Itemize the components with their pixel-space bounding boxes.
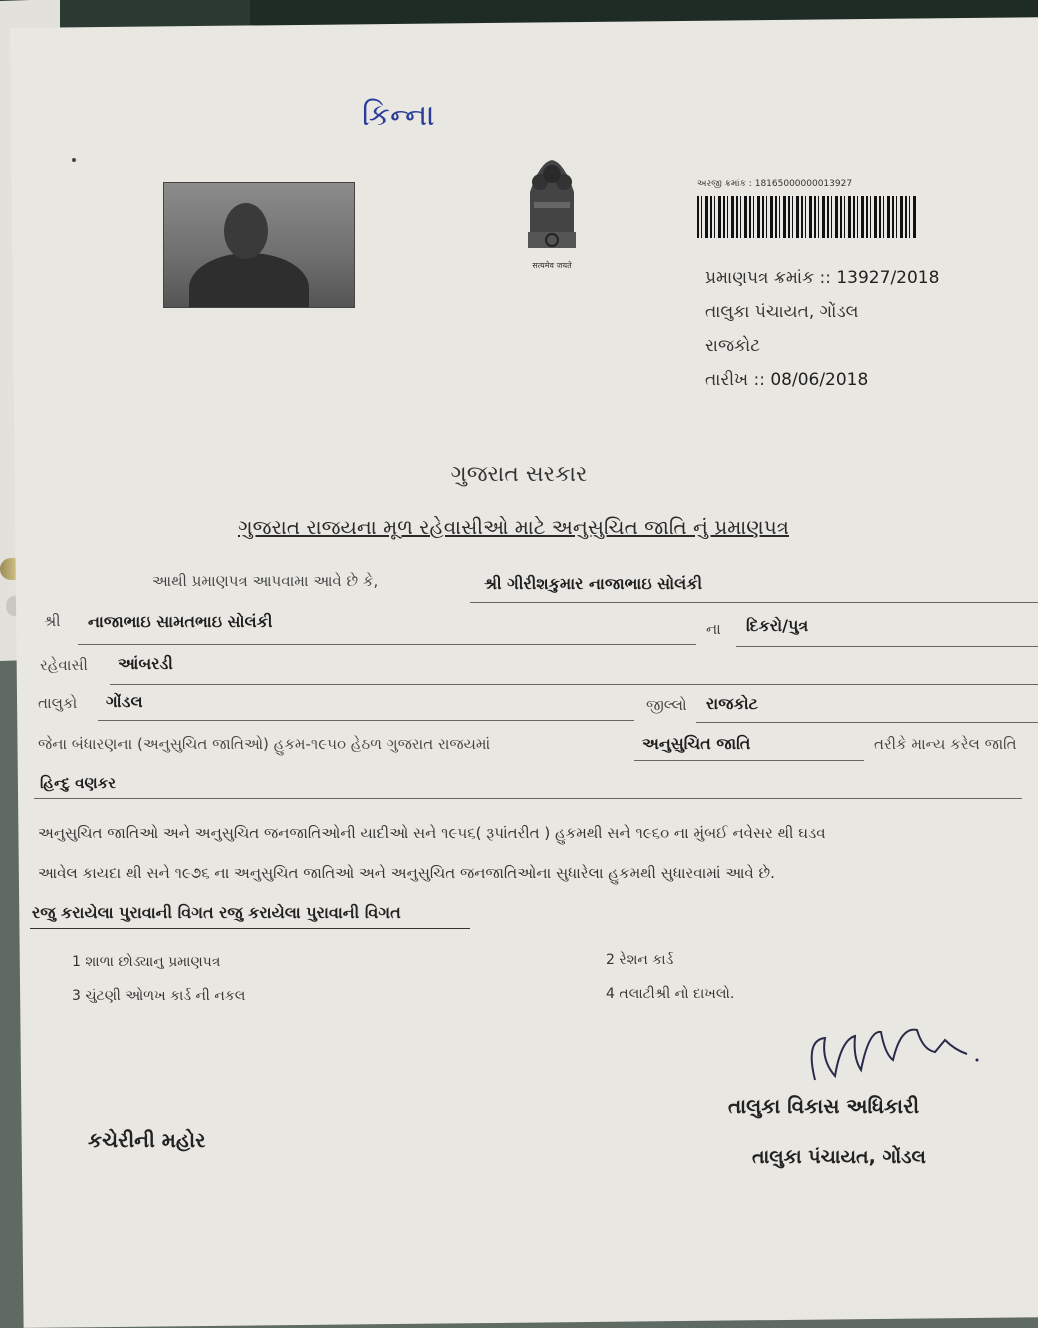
handwritten-note: કિન્ના bbox=[362, 98, 435, 133]
issuing-office: તાલુકા પંચાયત, ગોંડલ bbox=[705, 302, 859, 322]
emblem-motto: सत्यमेव जयते bbox=[532, 261, 572, 270]
photo-head bbox=[224, 203, 268, 259]
photo-body bbox=[189, 253, 309, 308]
district-line bbox=[696, 722, 1038, 723]
relation-value: દિકરો/પુત્ર bbox=[746, 616, 809, 635]
officer-title: તાલુકા વિકાસ અધિકારી bbox=[728, 1094, 920, 1118]
father-name: નાજાભાઇ સામતભાઇ સોલંકી bbox=[88, 612, 273, 631]
officer-office: તાલુકા પંચાયત, ગોંડલ bbox=[752, 1146, 926, 1168]
barcode bbox=[697, 196, 917, 238]
certificate-number-label: પ્રમાણપત્ર ક્રમાંક :: bbox=[705, 268, 831, 288]
caste-line bbox=[34, 798, 1022, 799]
intro-label: આથી પ્રમાણપત્ર આપવામા આવે છે કે, bbox=[152, 572, 379, 590]
applicant-name: શ્રી ગીરીશકુમાર નાજાભાઇ સોલંકી bbox=[484, 574, 703, 593]
category-value: અનુસુચિત જાતિ bbox=[642, 734, 751, 753]
application-ref bbox=[697, 179, 852, 189]
evidence-item: 3 ચુંટણી ઓળખ કાર્ડ ની નકલ bbox=[72, 988, 246, 1004]
recognized-label: તરીકે માન્ય કરેલ જાતિ bbox=[874, 735, 1017, 753]
application-ref-value: 18165000000013927 bbox=[754, 179, 853, 189]
resident-label: રહેવાસી bbox=[40, 656, 88, 674]
certificate-title: ગુજરાત રાજયના મૂળ રહેવાસીઓ માટે અનુસુચિત જાતિ નું પ્રમાણપત્ર bbox=[238, 515, 789, 539]
father-name-line bbox=[78, 644, 696, 645]
page-mark bbox=[72, 158, 76, 162]
evidence-item: 4 તલાટીશ્રી નો દાખલો. bbox=[606, 986, 735, 1002]
relation-line bbox=[736, 646, 1038, 647]
caste-value: હિન્દુ વણકર bbox=[40, 774, 116, 792]
taluka-line bbox=[98, 720, 634, 721]
application-ref-label: અરજી ક્રમાંક : bbox=[697, 179, 752, 189]
officer-signature bbox=[795, 1010, 985, 1090]
district-value: રાજકોટ bbox=[706, 694, 758, 713]
constitution-order-text: જેના બંધારણના (અનુસુચિત જાતિઓ) હુકમ-૧૯૫૦ હેઠળ ગુજરાત રાજયમાં bbox=[38, 735, 491, 753]
legal-paragraph-line1: અનુસુચિત જાતિઓ અને અનુસુચિત જનજાતિઓની યાદીઓ સને ૧૯૫૬( રૂપાંતરીત ) હુકમથી સને ૧૯૬૦ ના મુંબઈ નવેસર થી ઘડવ bbox=[38, 824, 826, 842]
evidence-item: 2 રેશન કાર્ડ bbox=[606, 952, 674, 968]
category-line bbox=[634, 760, 864, 761]
issuing-district: રાજકોટ bbox=[705, 336, 761, 356]
applicant-name-line bbox=[470, 602, 1038, 603]
certificate-date-label: તારીખ :: bbox=[705, 370, 765, 390]
taluka-label: તાલુકો bbox=[38, 694, 78, 712]
certificate-number-value: 13927/2018 bbox=[836, 268, 940, 288]
office-seal-label: કચેરીની મહોર bbox=[88, 1128, 206, 1152]
legal-paragraph-line2: આવેલ કાયદા થી સને ૧૯૭૬ ના અનુસુચિત જાતિઓ અને અનુસુચિત જનજાતિઓના સુધારેલા હુકમથી સુધારવામાં આવે છે. bbox=[38, 864, 775, 882]
evidence-heading: રજુ કરાયેલા પુરાવાની વિગત રજુ કરાયેલા પુરાવાની વિગત bbox=[32, 903, 401, 922]
resident-line bbox=[110, 684, 1038, 685]
taluka-value: ગોંડલ bbox=[106, 692, 143, 711]
applicant-photo bbox=[163, 182, 355, 308]
na-label: ના bbox=[706, 620, 721, 638]
resident-value: આંબરડી bbox=[118, 654, 173, 673]
evidence-item: 1 શાળા છોડ્યાનુ પ્રમાણપત્ર bbox=[72, 954, 221, 970]
evidence-heading-underline bbox=[30, 928, 470, 929]
national-emblem-icon bbox=[510, 152, 594, 268]
shri-label: શ્રી bbox=[44, 612, 61, 630]
government-heading: ગુજરાત સરકાર bbox=[450, 462, 588, 487]
district-label: જીલ્લો bbox=[646, 696, 687, 714]
certificate-number bbox=[705, 268, 939, 288]
certificate-date-value: 08/06/2018 bbox=[770, 370, 869, 390]
certificate-date bbox=[705, 370, 868, 390]
